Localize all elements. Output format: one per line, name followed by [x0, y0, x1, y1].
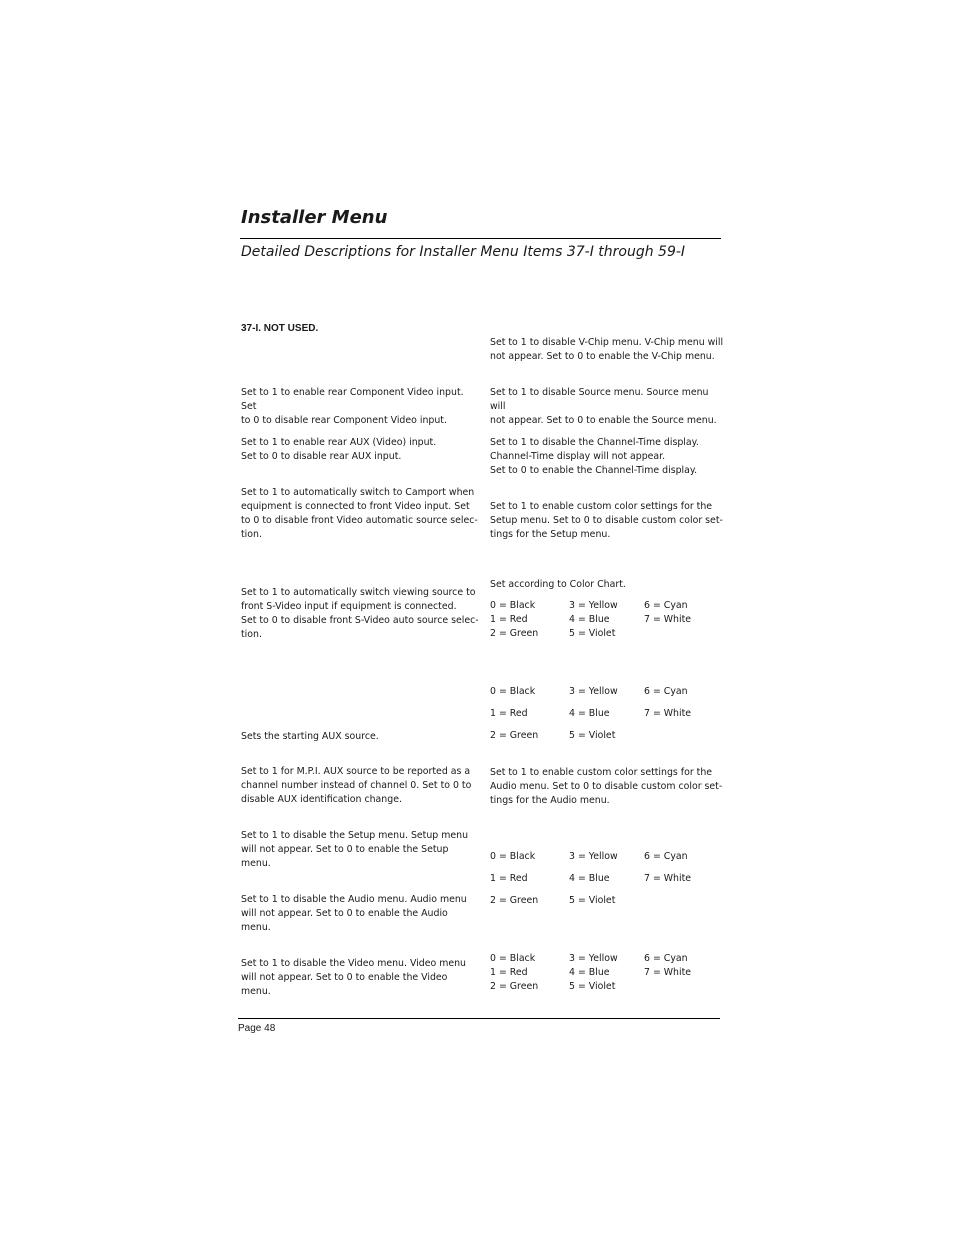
color-chart-cell: 2 = Green: [490, 895, 539, 906]
color-chart-cell: 6 = Cyan: [644, 953, 688, 964]
color-chart-cell: 3 = Yellow: [569, 686, 618, 697]
item-41-description: Set to 1 to automatically switch viewing source to front S-Video input if equipment is connected. Set to 0 to disable front S-Video auto source selec- tion.: [241, 587, 479, 640]
item-48-description: Set to 1 to disable Source menu. Source menu will not appear. Set to 0 to enable the Source menu.: [490, 387, 717, 426]
item-50-description: Set to 1 to enable custom color settings for the Setup menu. Set to 0 to disable custom color set- tings for the Setup menu.: [490, 501, 723, 540]
color-chart-cell: 2 = Green: [490, 730, 539, 741]
color-chart-cell: 1 = Red: [490, 708, 528, 719]
color-chart-cell: 0 = Black: [490, 686, 536, 697]
item-40-description: Set to 1 to automatically switch to Camport when equipment is connected to front Video input. Set to 0 to disable front Video automatic source selec- tion.: [241, 487, 478, 540]
page-title: Installer Menu: [241, 207, 388, 228]
color-chart-cell: 7 = White: [644, 967, 692, 978]
color-chart-cell: 4 = Blue: [569, 708, 610, 719]
color-chart-cell: 2 = Green: [490, 628, 539, 639]
page-subtitle: Detailed Descriptions for Installer Menu Items 37-I through 59-I: [241, 244, 686, 260]
item-43-description: Set to 1 for M.P.I. AUX source to be reported as a channel number instead of channel 0. Set to 0 to disable AUX identification change.: [241, 766, 472, 805]
color-chart-cell: 3 = Yellow: [569, 851, 618, 862]
item-42-description: Sets the starting AUX source.: [241, 731, 379, 742]
color-chart-cell: 7 = White: [644, 614, 692, 625]
item-51-description: Set according to Color Chart.: [490, 579, 626, 590]
color-chart-cell: 1 = Red: [490, 873, 528, 884]
color-chart-cell: 6 = Cyan: [644, 600, 688, 611]
item-49-description: Set to 1 to disable the Channel-Time display. Channel-Time display will not appear. Set to 0 to enable the Channel-Time display.: [490, 437, 699, 476]
color-chart-cell: 4 = Blue: [569, 614, 610, 625]
color-chart-cell: 6 = Cyan: [644, 686, 688, 697]
item-53-description: Set to 1 to enable custom color settings for the Audio menu. Set to 0 to disable custom color set- tings for the Audio menu.: [490, 767, 723, 806]
item-46-description: Set to 1 to disable the Video menu. Video menu will not appear. Set to 0 to enable the Video menu.: [241, 958, 466, 997]
color-chart-cell: 5 = Violet: [569, 895, 616, 906]
color-chart-cell: 5 = Violet: [569, 730, 616, 741]
item-45-description: Set to 1 to disable the Audio menu. Audio menu will not appear. Set to 0 to enable the Audio menu.: [241, 894, 467, 933]
item-44-description: Set to 1 to disable the Setup menu. Setup menu will not appear. Set to 0 to enable the Setup menu.: [241, 830, 469, 869]
color-chart-cell: 0 = Black: [490, 600, 536, 611]
color-chart-cell: 3 = Yellow: [569, 953, 618, 964]
color-chart-cell: 5 = Violet: [569, 981, 616, 992]
title-divider: [240, 238, 721, 239]
color-chart-cell: 0 = Black: [490, 851, 536, 862]
item-38-description: Set to 1 to enable rear Component Video input. Set to 0 to disable rear Component Video input.: [241, 387, 464, 426]
item-37-heading: 37-I. NOT USED.: [241, 323, 319, 334]
item-47-description: Set to 1 to disable V-Chip menu. V-Chip menu will not appear. Set to 0 to enable the V-Chip menu.: [490, 337, 724, 362]
footer-divider: [238, 1018, 720, 1019]
color-chart-cell: 1 = Red: [490, 967, 528, 978]
color-chart-cell: 1 = Red: [490, 614, 528, 625]
color-chart-cell: 5 = Violet: [569, 628, 616, 639]
item-39-description: Set to 1 to enable rear AUX (Video) input. Set to 0 to disable rear AUX input.: [241, 437, 437, 462]
page-number: Page 48: [238, 1023, 276, 1034]
color-chart-cell: 2 = Green: [490, 981, 539, 992]
color-chart-cell: 4 = Blue: [569, 873, 610, 884]
color-chart-cell: 7 = White: [644, 873, 692, 884]
color-chart-cell: 6 = Cyan: [644, 851, 688, 862]
color-chart-cell: 3 = Yellow: [569, 600, 618, 611]
color-chart-cell: 0 = Black: [490, 953, 536, 964]
color-chart-cell: 4 = Blue: [569, 967, 610, 978]
color-chart-cell: 7 = White: [644, 708, 692, 719]
